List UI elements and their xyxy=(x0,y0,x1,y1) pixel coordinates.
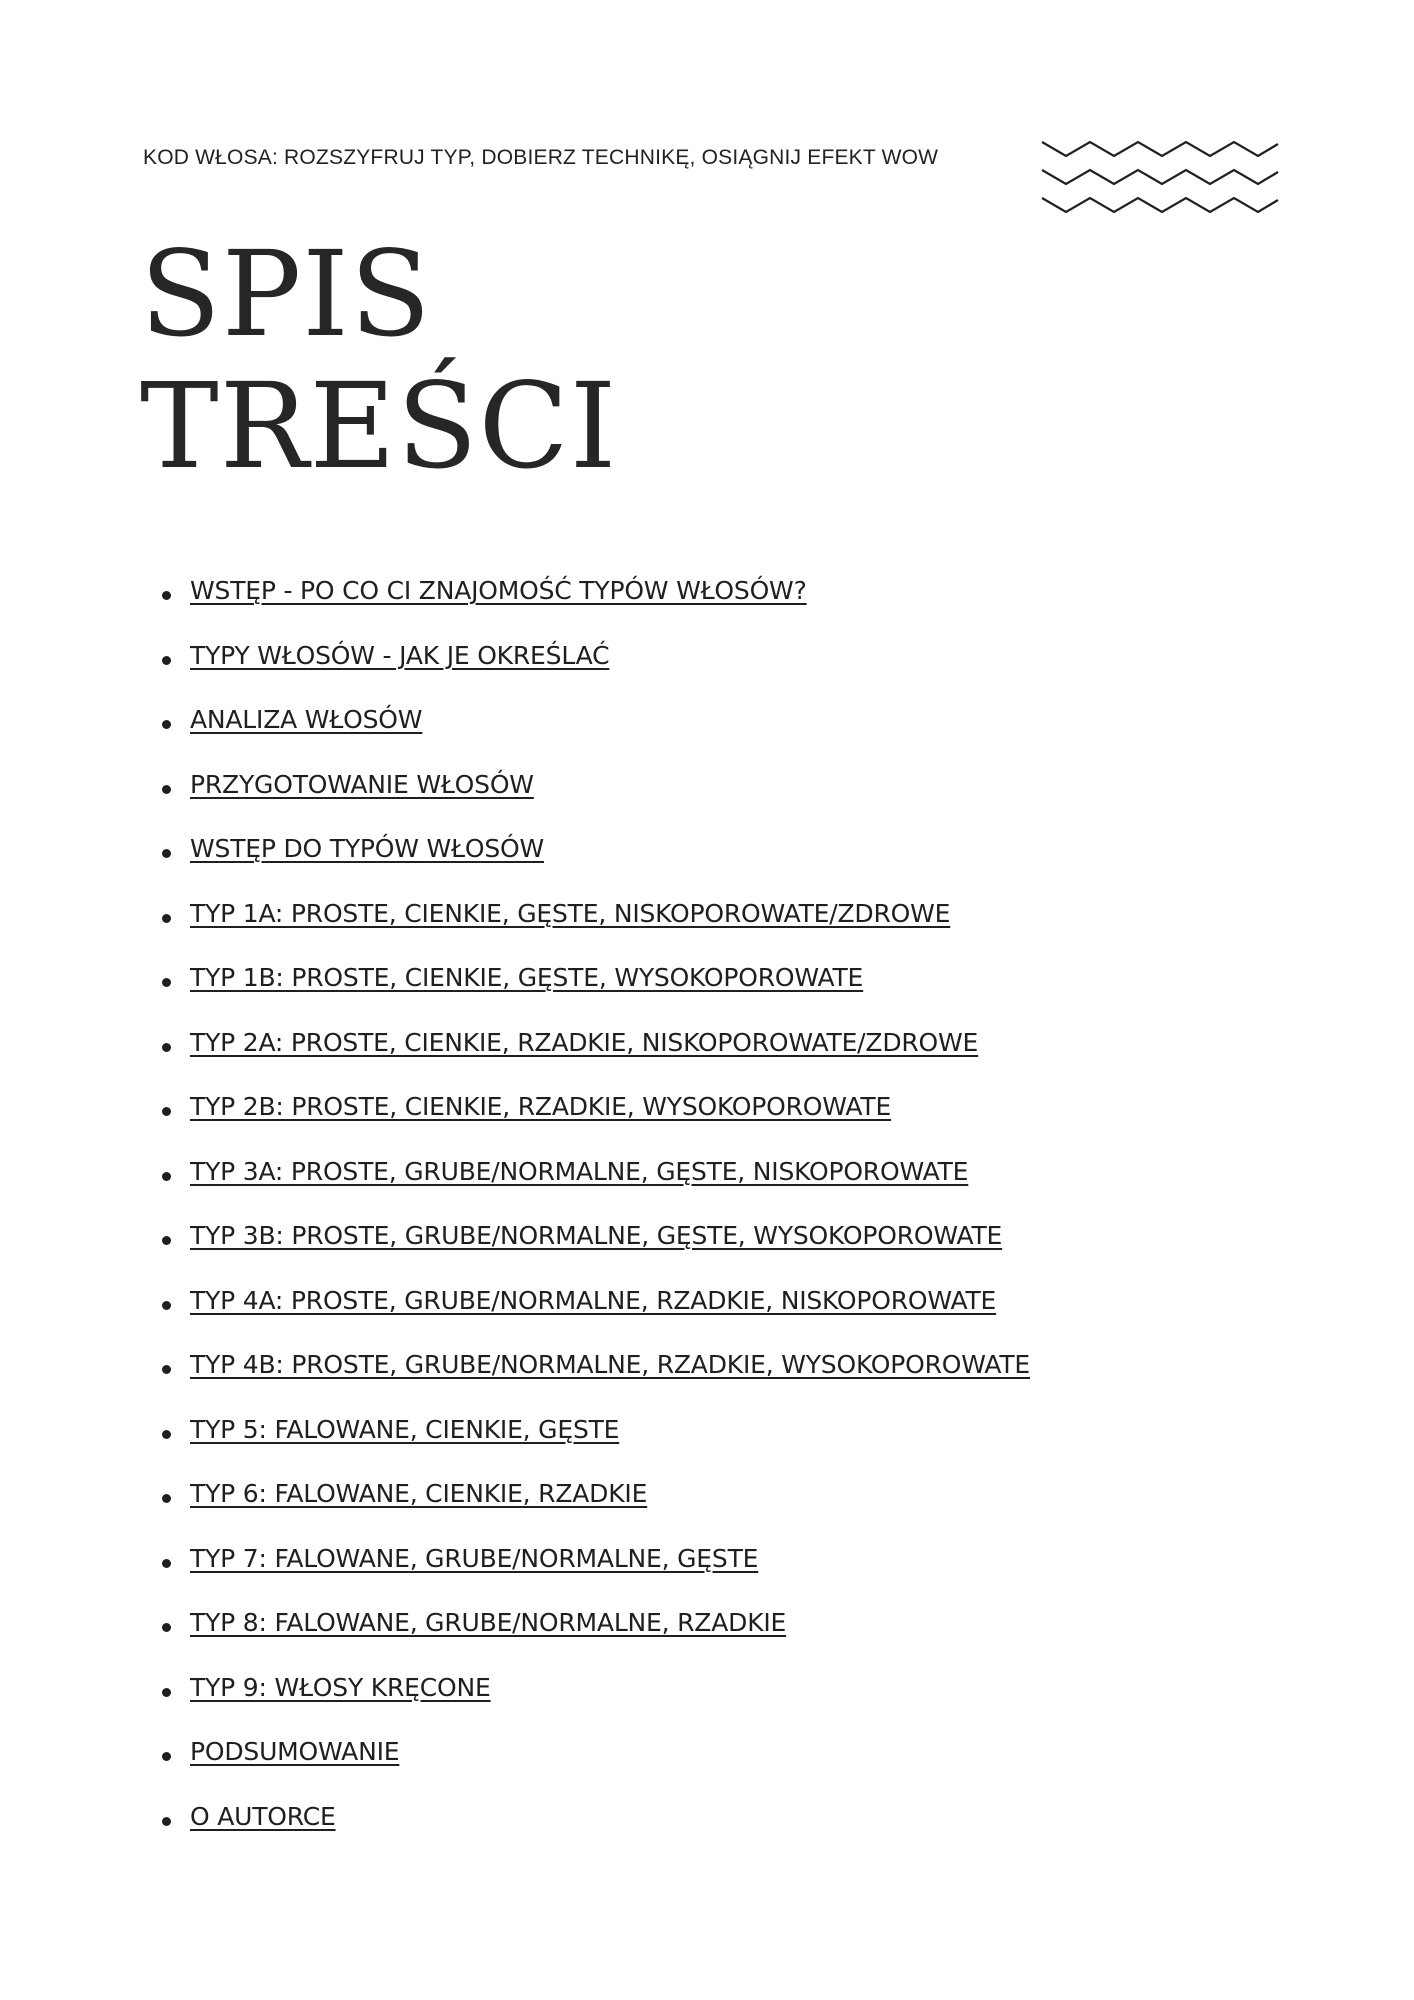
table-of-contents xyxy=(142,576,1030,1866)
toc-item xyxy=(142,1157,1030,1222)
toc-link[interactable]: WSTĘP DO TYPÓW WŁOSÓW xyxy=(190,834,545,863)
bullet-icon xyxy=(162,1559,171,1568)
toc-link[interactable]: TYP 9: WŁOSY KRĘCONE xyxy=(190,1672,491,1702)
toc-link[interactable]: TYP 3A: PROSTE, GRUBE/NORMALNE, GĘSTE, NISKOPOROWATE xyxy=(190,1156,969,1186)
bullet-icon xyxy=(162,1688,171,1697)
toc-link[interactable]: TYP 2B: PROSTE, CIENKIE, RZADKIE, WYSOKOPOROWATE xyxy=(190,1092,892,1121)
toc-link[interactable]: TYP 1A: PROSTE, CIENKIE, GĘSTE, NISKOPOROWATE/ZDROWE xyxy=(190,898,951,928)
toc-item xyxy=(142,834,1030,899)
toc-item xyxy=(142,1286,1030,1351)
toc-item xyxy=(142,1221,1030,1286)
toc-link[interactable]: TYP 1B: PROSTE, CIENKIE, GĘSTE, WYSOKOPOROWATE xyxy=(190,963,864,992)
toc-link[interactable]: O AUTORCE xyxy=(190,1801,336,1831)
bullet-icon xyxy=(162,1430,171,1439)
bullet-icon xyxy=(162,591,171,600)
toc-link[interactable]: TYP 7: FALOWANE, GRUBE/NORMALNE, GĘSTE xyxy=(190,1543,759,1573)
bullet-icon xyxy=(162,914,171,923)
toc-link[interactable]: TYP 5: FALOWANE, CIENKIE, GĘSTE xyxy=(190,1414,620,1444)
bullet-icon xyxy=(162,1817,171,1826)
toc-link[interactable]: WSTĘP - PO CO CI ZNAJOMOŚĆ TYPÓW WŁOSÓW? xyxy=(190,576,807,605)
toc-item xyxy=(142,1415,1030,1480)
toc-link[interactable]: ANALIZA WŁOSÓW xyxy=(190,705,423,734)
bullet-icon xyxy=(162,656,171,665)
toc-item xyxy=(142,705,1030,770)
bullet-icon xyxy=(162,720,171,729)
toc-link[interactable]: TYPY WŁOSÓW - JAK JE OKREŚLAĆ xyxy=(190,640,610,670)
toc-link[interactable]: TYP 2A: PROSTE, CIENKIE, RZADKIE, NISKOPOROWATE/ZDROWE xyxy=(190,1027,979,1057)
toc-link[interactable]: TYP 4B: PROSTE, GRUBE/NORMALNE, RZADKIE, WYSOKOPOROWATE xyxy=(190,1350,1031,1379)
bullet-icon xyxy=(162,1752,171,1761)
toc-item xyxy=(142,641,1030,706)
toc-link[interactable]: TYP 8: FALOWANE, GRUBE/NORMALNE, RZADKIE xyxy=(190,1608,787,1637)
toc-link[interactable]: TYP 3B: PROSTE, GRUBE/NORMALNE, GĘSTE, WYSOKOPOROWATE xyxy=(190,1221,1003,1250)
toc-link[interactable]: TYP 4A: PROSTE, GRUBE/NORMALNE, RZADKIE, NISKOPOROWATE xyxy=(190,1285,997,1315)
toc-item xyxy=(142,1673,1030,1738)
page-title-line-1: SPIS xyxy=(140,225,432,363)
toc-item xyxy=(142,1028,1030,1093)
bullet-icon xyxy=(162,1043,171,1052)
page-title-line-2: TREŚCI xyxy=(140,357,618,495)
bullet-icon xyxy=(162,785,171,794)
toc-link[interactable]: PODSUMOWANIE xyxy=(190,1737,400,1766)
bullet-icon xyxy=(162,1365,171,1374)
toc-item xyxy=(142,1544,1030,1609)
bullet-icon xyxy=(162,849,171,858)
bullet-icon xyxy=(162,1301,171,1310)
page-title xyxy=(140,225,618,495)
toc-item xyxy=(142,1479,1030,1544)
bullet-icon xyxy=(162,1107,171,1116)
bullet-icon xyxy=(162,1236,171,1245)
bullet-icon xyxy=(162,1623,171,1632)
toc-item xyxy=(142,1350,1030,1415)
toc-item xyxy=(142,770,1030,835)
toc-item xyxy=(142,1608,1030,1673)
bullet-icon xyxy=(162,1172,171,1181)
toc-item xyxy=(142,576,1030,641)
toc-link[interactable]: PRZYGOTOWANIE WŁOSÓW xyxy=(190,769,534,799)
zigzag-lines-icon xyxy=(1040,136,1280,222)
document-subtitle: KOD WŁOSA: ROZSZYFRUJ TYP, DOBIERZ TECHNIKĘ, OSIĄGNIJ EFEKT WOW xyxy=(143,146,939,169)
toc-item xyxy=(142,1092,1030,1157)
toc-item xyxy=(142,1737,1030,1802)
toc-item xyxy=(142,899,1030,964)
toc-link[interactable]: TYP 6: FALOWANE, CIENKIE, RZADKIE xyxy=(190,1479,648,1508)
toc-item xyxy=(142,1802,1030,1867)
bullet-icon xyxy=(162,978,171,987)
toc-item xyxy=(142,963,1030,1028)
bullet-icon xyxy=(162,1494,171,1503)
